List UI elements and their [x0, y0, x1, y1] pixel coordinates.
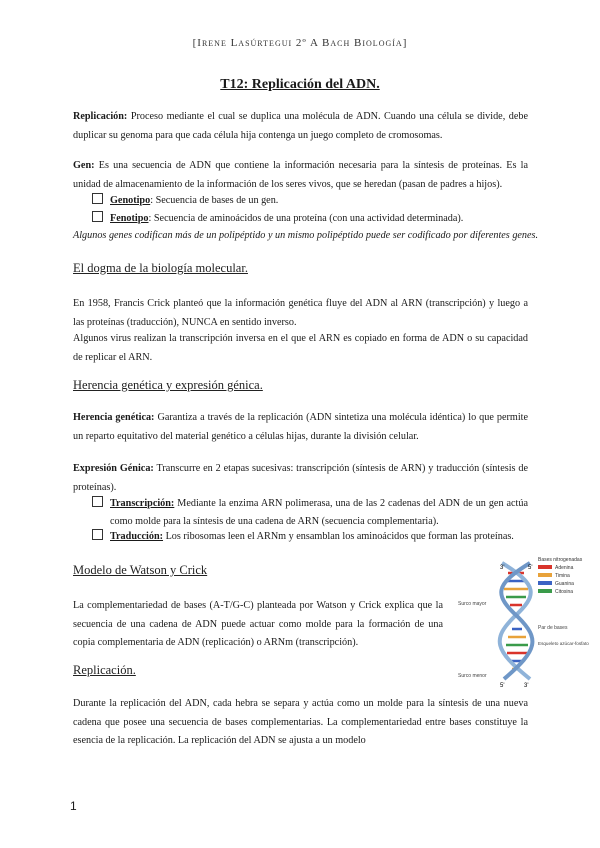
dna-double-helix-figure — [458, 555, 598, 690]
legend-swatch-guanina — [538, 581, 552, 585]
traduccion-text: Los ribosomas leen el ARNm y ensamblan los aminoácidos que forman las proteínas. — [163, 531, 514, 542]
label-5-bottom: 5' — [500, 683, 505, 689]
legend-swatch-adenina — [538, 565, 552, 569]
gen-note: Algunos genes codifican más de un polipéptido y un mismo polipéptido puede ser codificado por diferentes genes. — [73, 230, 539, 241]
genotipo-text: : Secuencia de bases de un gen. — [150, 195, 279, 206]
legend-title: Bases nitrogenadas — [538, 557, 583, 563]
herencia-definition — [73, 409, 528, 446]
legend-label-adenina: Adenina — [555, 565, 574, 571]
expresion-text: Transcurre en 2 etapas sucesivas: transcripción (síntesis de ARN) y traducción (síntesis de proteínas). — [73, 463, 529, 493]
label-3-bottom: 3' — [524, 683, 529, 689]
heading-watson: Modelo de Watson y Crick — [73, 563, 208, 577]
page-header: [Irene Lasúrtegui 2º A Bach Biología] — [192, 37, 408, 49]
genotipo-item — [92, 192, 528, 210]
heading-dogma: El dogma de la biología molecular. — [73, 261, 248, 275]
watson-paragraph: La complementariedad de bases (A-T/G-C) planteada por Watson y Crick explica que la secuencia de una cadena de ADN puede actuar como molde para la formación de una copia complementaria de ADN (replicación) o ARNm (transcripción). — [73, 600, 443, 648]
expresion-definition — [73, 460, 528, 497]
herencia-text: Garantiza a través de la replicación (ADN sintetiza una molécula idéntica) lo que permite un reparto equitativo del material genético a células hijas, durante la división celular. — [73, 412, 529, 442]
legend-label-guanina: Guanina — [555, 581, 574, 587]
legend — [538, 557, 583, 595]
label-5-top: 5' — [528, 565, 533, 571]
label-par-bases: Par de bases — [538, 625, 568, 631]
legend-label-citosina: Citosina — [555, 589, 574, 595]
replicacion-text: Proceso mediante el cual se duplica una molécula de ADN. Cuando una célula se divide, debe duplicar su genoma para que cada célula hija contenga un juego completo de cromosomas. — [73, 111, 528, 141]
transcripcion-term: Transcripción: — [110, 498, 175, 509]
label-surco-menor: Surco menor — [458, 673, 487, 679]
gen-definition — [73, 157, 528, 194]
dogma-paragraph-2: Algunos virus realizan la transcripción inversa en el que el ARN es copiado en forma de ADN o su capacidad de replicar el ARN. — [73, 333, 528, 363]
herencia-term: Herencia genética: — [73, 412, 155, 423]
replicacion-definition — [73, 108, 528, 145]
gen-term: Gen: — [73, 160, 95, 171]
legend-label-timina: Timina — [555, 573, 570, 579]
checkbox-icon — [92, 193, 103, 204]
label-surco-mayor: Surco mayor — [458, 601, 487, 607]
expresion-term: Expresión Génica: — [73, 463, 154, 474]
transcripcion-text: Mediante la enzima ARN polimerasa, una de las 2 cadenas del ADN de un gen actúa como molde para la síntesis de una cadena de ARN (secuencia complementaria). — [110, 498, 528, 527]
heading-herencia: Herencia genética y expresión génica. — [73, 378, 263, 392]
checkbox-icon — [92, 496, 103, 507]
traduccion-term: Traducción: — [110, 531, 164, 542]
page-number: 1 — [70, 799, 77, 813]
heading-replicacion: Replicación. — [73, 663, 136, 677]
fenotipo-term: Fenotipo — [110, 213, 149, 224]
label-3-top: 3' — [500, 565, 505, 571]
page-title: T12: Replicación del ADN. — [220, 77, 380, 92]
checkbox-icon — [92, 529, 103, 540]
legend-swatch-timina — [538, 573, 552, 577]
checkbox-icon — [92, 211, 103, 222]
label-esqueleto: Esqueleto azúcar-fosfato — [538, 641, 589, 646]
transcripcion-item — [92, 495, 528, 531]
legend-swatch-citosina — [538, 589, 552, 593]
traduccion-item — [92, 528, 528, 546]
gen-text: Es una secuencia de ADN que contiene la información necesaria para la síntesis de proteínas. Es la unidad de almacenamiento de la información de los seres vivos, que se heredan (pasan de padres a hijos). — [73, 160, 528, 190]
replicacion-term: Replicación: — [73, 111, 128, 122]
dogma-paragraph-1: En 1958, Francis Crick planteó que la información genética fluye del ADN al ARN (transcripción) y luego a las proteínas (traducción), NUNCA en sentido inverso. — [73, 298, 528, 328]
genotipo-term: Genotipo — [110, 195, 151, 206]
replicacion-paragraph: Durante la replicación del ADN, cada hebra se separa y actúa como un molde para la síntesis de una nueva cadena que posee una secuencia de bases complementarias. La complementariedad entre bases constituye la esencia de la replicación. La replicación del ADN se ajusta a un modelo — [73, 698, 528, 746]
fenotipo-item — [92, 210, 528, 228]
fenotipo-text: : Secuencia de aminoácidos de una proteína (con una actividad determinada). — [148, 213, 464, 224]
